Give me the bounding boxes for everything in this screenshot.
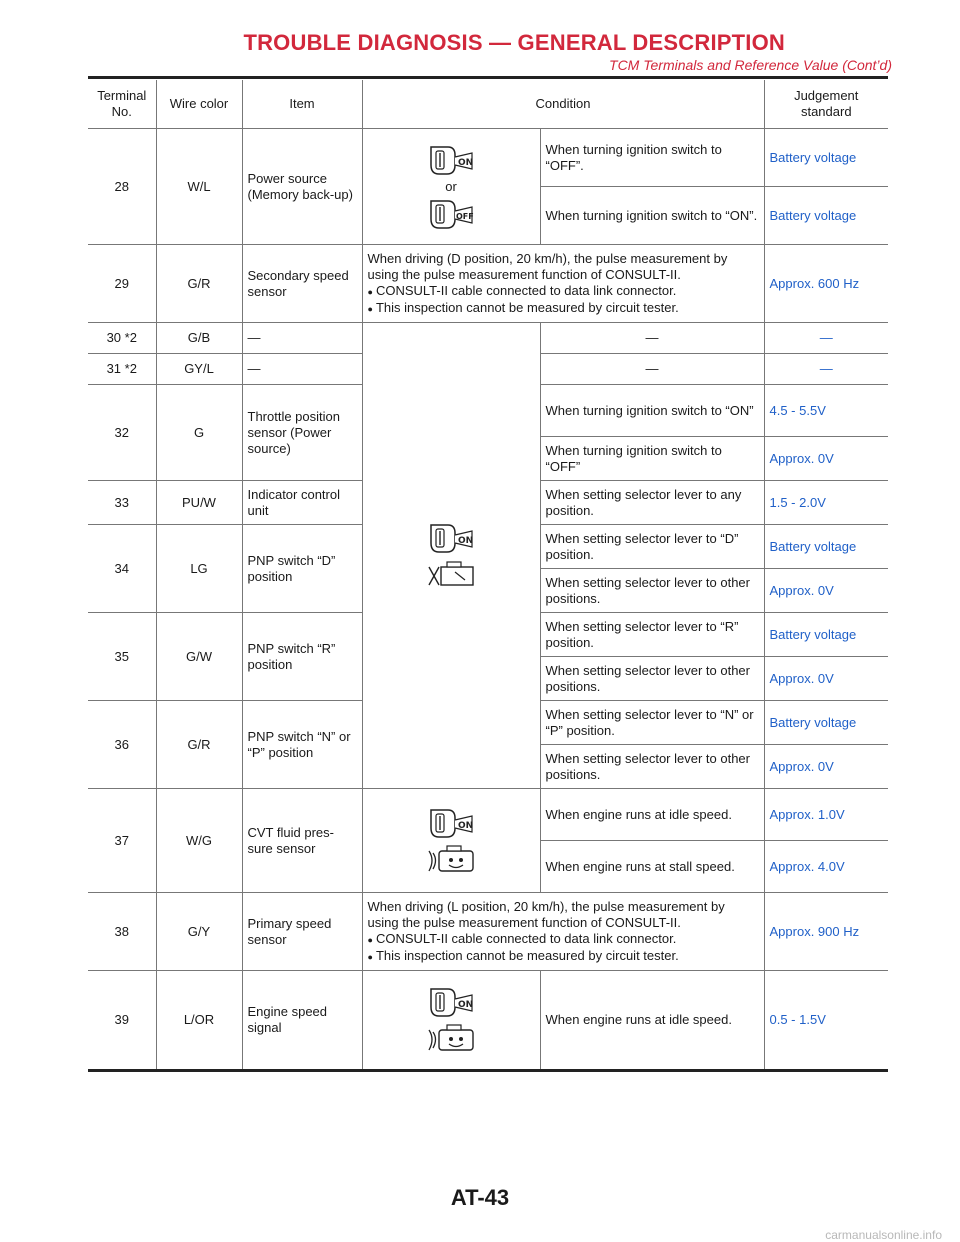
judgement-value: — [764, 354, 888, 385]
wire-color: L/OR [156, 971, 242, 1071]
svg-text:ON: ON [458, 820, 474, 831]
judgement-value: Approx. 0V [764, 657, 888, 701]
item-name: PNP switch “R” position [242, 613, 362, 701]
page-title: TROUBLE DIAGNOSIS — GENERAL DESCRIPTION [243, 30, 785, 55]
wire-color: GY/L [156, 354, 242, 385]
condition-icons [362, 789, 540, 893]
condition-text: When setting selector lever to “R” position. [540, 613, 764, 657]
condition-bullet: ● CONSULT-II cable connected to data link connector. [367, 930, 677, 946]
terminal-no: 38 [88, 893, 156, 971]
item-name: Engine speed signal [242, 971, 362, 1071]
col-wire-color: Wire color [156, 80, 242, 129]
wire-color: G/R [156, 701, 242, 789]
judgement-value: Battery voltage [764, 187, 888, 245]
judgement-value: Approx. 0V [764, 569, 888, 613]
table-row [88, 245, 888, 323]
or-label: or [445, 178, 457, 194]
terminal-no: 31 *2 [88, 354, 156, 385]
condition-text: — [540, 323, 764, 354]
item-name: Power source (Memory back-up) [242, 129, 362, 245]
judgement-value: 4.5 - 5.5V [764, 385, 888, 437]
condition-bullet: ● CONSULT-II cable connected to data link connector. [367, 282, 677, 298]
condition-bullet: ● This inspection cannot be measured by circuit tester. [367, 299, 679, 315]
terminal-no: 29 [88, 245, 156, 323]
condition-text: When engine runs at idle speed. [540, 971, 764, 1071]
page-subtitle: TCM Terminals and Reference Value (Cont’d) [609, 57, 892, 73]
ignition-on-icon [428, 143, 474, 177]
condition-text: When turning ignition switch to “ON”. [540, 187, 764, 245]
col-judgement: Judgement standard [764, 80, 888, 129]
table-header-row [88, 80, 888, 129]
condition-text [362, 245, 764, 323]
table-row [88, 789, 888, 841]
engine-running-icon [425, 842, 477, 876]
ignition-on-icon [428, 521, 474, 555]
judgement-value: Battery voltage [764, 613, 888, 657]
condition-text: When turning ignition switch to “ON” [540, 385, 764, 437]
condition-text: When setting selector lever to “D” position. [540, 525, 764, 569]
table-row [88, 971, 888, 1071]
terminal-no: 39 [88, 971, 156, 1071]
condition-text: When setting selector lever to other positions. [540, 657, 764, 701]
terminal-table [88, 80, 888, 1072]
condition-icons [362, 129, 540, 245]
judgement-value: 0.5 - 1.5V [764, 971, 888, 1071]
condition-main: When driving (L position, 20 km/h), the pulse measurement by using the pulse measurement function of CONSULT-II. [367, 898, 725, 930]
page-number: AT-43 [450, 1185, 510, 1210]
wire-color: LG [156, 525, 242, 613]
wire-color: G/W [156, 613, 242, 701]
judgement-value: Approx. 900 Hz [764, 893, 888, 971]
item-name: Throttle position sensor (Power source) [242, 385, 362, 481]
engine-icon [425, 557, 477, 591]
condition-bullet: ● This inspection cannot be measured by circuit tester. [367, 947, 679, 963]
terminal-no: 28 [88, 129, 156, 245]
judgement-value: Battery voltage [764, 525, 888, 569]
judgement-value: 1.5 - 2.0V [764, 481, 888, 525]
condition-text: When setting selector lever to any position. [540, 481, 764, 525]
item-name: Primary speed sensor [242, 893, 362, 971]
watermark: carmanualsonline.info [825, 1228, 942, 1242]
wire-color: G [156, 385, 242, 481]
condition-text: When setting selector lever to other positions. [540, 569, 764, 613]
item-name: PNP switch “N” or “P” position [242, 701, 362, 789]
condition-text: When engine runs at idle speed. [540, 789, 764, 841]
item-name: PNP switch “D” position [242, 525, 362, 613]
table-row [88, 893, 888, 971]
wire-color: W/L [156, 129, 242, 245]
condition-icons [362, 971, 540, 1071]
condition-text: When engine runs at stall speed. [540, 841, 764, 893]
condition-text: When turning ignition switch to “OFF”. [540, 129, 764, 187]
col-condition: Condition [362, 80, 764, 129]
ignition-on-icon [428, 806, 474, 840]
item-name: — [242, 323, 362, 354]
svg-text:ON: ON [458, 535, 474, 546]
col-item: Item [242, 80, 362, 129]
engine-running-icon [425, 1021, 477, 1055]
judgement-value: Approx. 600 Hz [764, 245, 888, 323]
terminal-no: 30 *2 [88, 323, 156, 354]
judgement-value: Approx. 1.0V [764, 789, 888, 841]
judgement-value: Approx. 4.0V [764, 841, 888, 893]
condition-text: — [540, 354, 764, 385]
wire-color: PU/W [156, 481, 242, 525]
svg-text:ON: ON [458, 157, 474, 168]
terminal-no: 33 [88, 481, 156, 525]
judgement-value: Approx. 0V [764, 437, 888, 481]
terminal-no: 37 [88, 789, 156, 893]
wire-color: G/B [156, 323, 242, 354]
judgement-value: Battery voltage [764, 701, 888, 745]
terminal-no: 32 [88, 385, 156, 481]
header-divider [88, 76, 888, 79]
svg-text:ON: ON [458, 1000, 474, 1010]
wire-color: G/R [156, 245, 242, 323]
judgement-value: Battery voltage [764, 129, 888, 187]
table-row [88, 129, 888, 187]
condition-text: When setting selector lever to “N” or “P” position. [540, 701, 764, 745]
svg-text:OFF: OFF [456, 211, 474, 221]
condition-text: When turning ignition switch to “OFF” [540, 437, 764, 481]
condition-icons [362, 323, 540, 789]
table-row [88, 323, 888, 354]
item-name: — [242, 354, 362, 385]
condition-text [362, 893, 764, 971]
col-terminal-no: Terminal No. [88, 80, 156, 129]
ignition-off-icon [428, 197, 474, 231]
item-name: CVT fluid pres-sure sensor [242, 789, 362, 893]
judgement-value: Approx. 0V [764, 745, 888, 789]
condition-text: When setting selector lever to other positions. [540, 745, 764, 789]
wire-color: W/G [156, 789, 242, 893]
judgement-value: — [764, 323, 888, 354]
item-name: Secondary speed sensor [242, 245, 362, 323]
terminal-no: 35 [88, 613, 156, 701]
terminal-no: 34 [88, 525, 156, 613]
item-name: Indicator control unit [242, 481, 362, 525]
wire-color: G/Y [156, 893, 242, 971]
terminal-no: 36 [88, 701, 156, 789]
ignition-on-icon [428, 985, 474, 1019]
condition-main: When driving (D position, 20 km/h), the pulse measurement by using the pulse measurement function of CONSULT-II. [367, 250, 728, 282]
